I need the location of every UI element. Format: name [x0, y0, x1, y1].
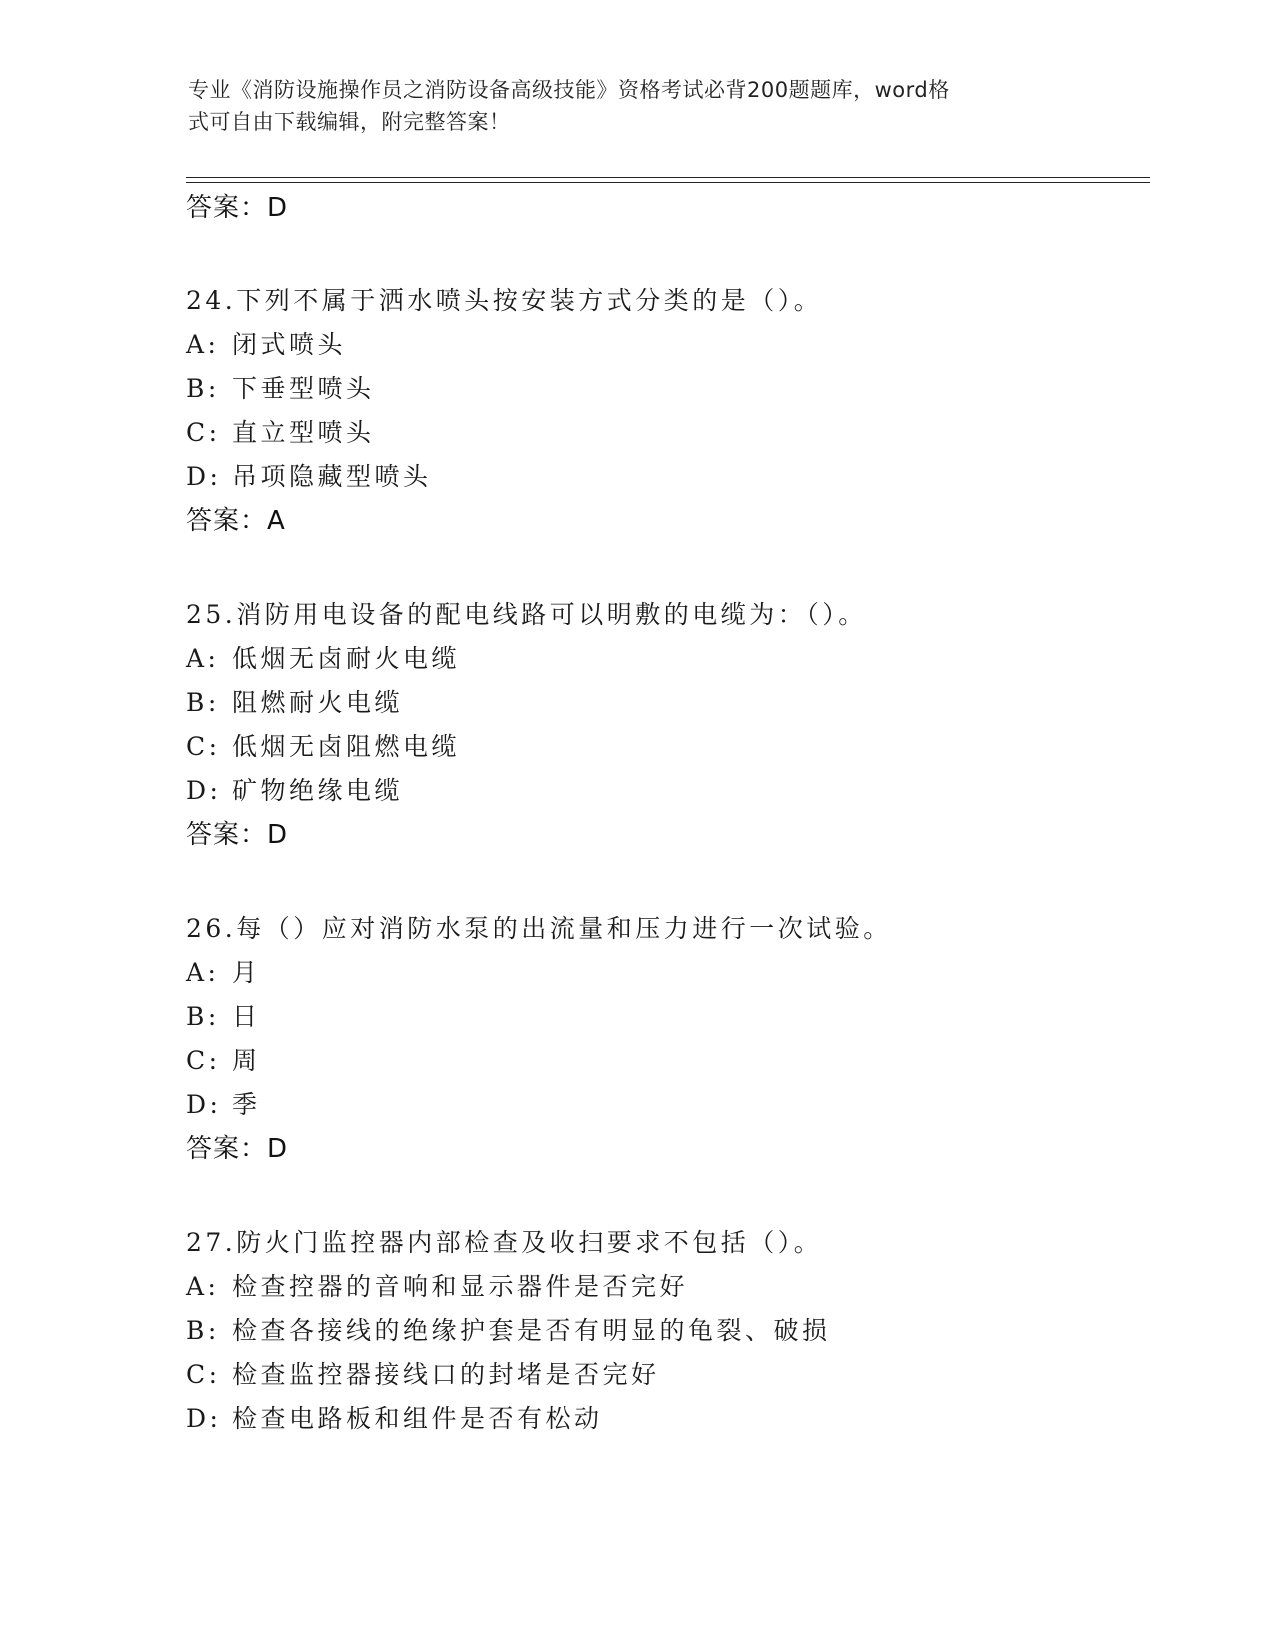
question-27-title: 27.防火门监控器内部检查及收扫要求不包括（）。 — [186, 1228, 823, 1257]
question-24-option-c: C: 直立型喷头 — [186, 418, 375, 447]
header-line-2: 式可自由下载编辑，附完整答案！ — [188, 110, 511, 134]
question-26-answer: 答案：D — [186, 1134, 289, 1164]
question-26-option-a: A: 月 — [186, 958, 261, 987]
question-25-answer: 答案：D — [186, 820, 289, 850]
question-27-option-c: C: 检查监控器接线口的封堵是否完好 — [186, 1360, 660, 1389]
question-26-option-b: B: 日 — [186, 1002, 261, 1031]
question-24-option-b: B: 下垂型喷头 — [186, 374, 375, 403]
document-header — [188, 74, 1068, 138]
header-line-1: 专业《消防设施操作员之消防设备高级技能》资格考试必背200题题库，word格 — [188, 78, 950, 102]
question-25-option-a: A: 低烟无卤耐火电缆 — [186, 644, 461, 673]
question-27-option-d: D: 检查电路板和组件是否有松动 — [186, 1404, 603, 1433]
question-24-title: 24.下列不属于洒水喷头按安装方式分类的是（）。 — [186, 286, 823, 315]
header-rule-bottom — [186, 182, 1150, 183]
question-27-option-a: A: 检查控器的音响和显示器件是否完好 — [186, 1272, 689, 1301]
question-27-option-b: B: 检查各接线的绝缘护套是否有明显的龟裂、破损 — [186, 1316, 831, 1345]
question-26-option-d: D: 季 — [186, 1090, 261, 1119]
question-24-answer: 答案：A — [186, 506, 286, 536]
question-25-option-b: B: 阻燃耐火电缆 — [186, 688, 404, 717]
question-26-title: 26.每（）应对消防水泵的出流量和压力进行一次试验。 — [186, 914, 892, 943]
question-25-option-d: D: 矿物绝缘电缆 — [186, 776, 404, 805]
header-rule-top — [186, 177, 1150, 178]
question-25-option-c: C: 低烟无卤阻燃电缆 — [186, 732, 461, 761]
previous-answer: 答案：D — [186, 193, 289, 223]
question-24-option-a: A: 闭式喷头 — [186, 330, 347, 359]
question-25-title: 25.消防用电设备的配电线路可以明敷的电缆为：（）。 — [186, 600, 867, 629]
question-24-option-d: D: 吊项隐藏型喷头 — [186, 462, 432, 491]
question-26-option-c: C: 周 — [186, 1046, 261, 1075]
